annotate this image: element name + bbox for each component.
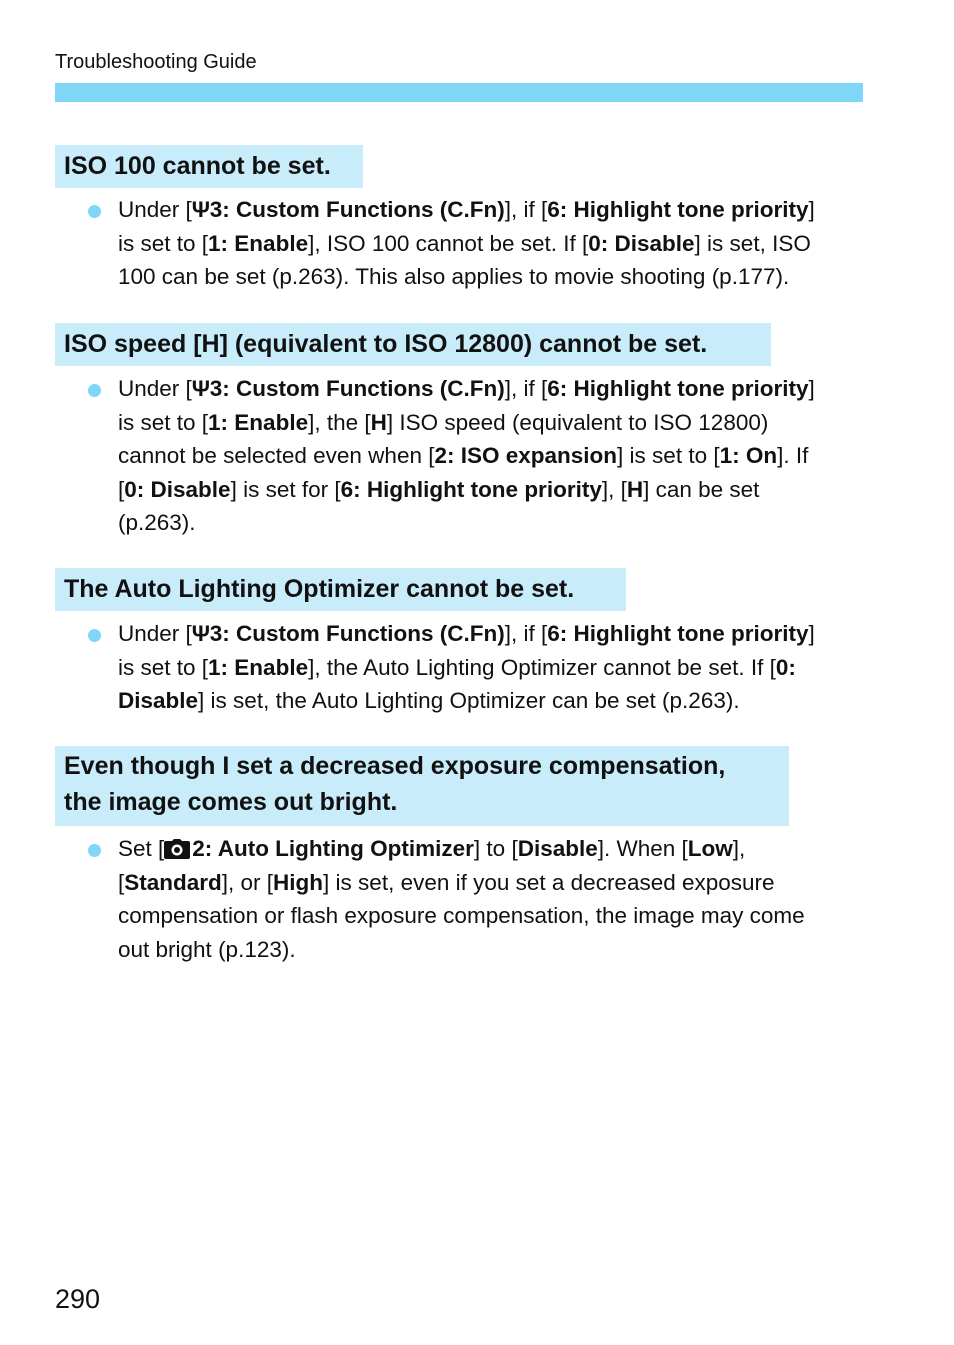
section-title-iso100: ISO 100 cannot be set. xyxy=(55,145,363,188)
bullet-icon xyxy=(88,844,101,857)
text-line: is set to [1: Enable], the Auto Lighting Optimizer cannot be set. If [0: xyxy=(118,654,796,680)
section-title-line: the image comes out bright. xyxy=(64,788,398,816)
text-line: [Standard], or [High] is set, even if you set a decreased exposure xyxy=(118,869,775,895)
header-rule xyxy=(55,83,863,102)
wrench-icon: Ψ xyxy=(191,621,211,646)
wrench-icon: Ψ xyxy=(191,197,211,222)
section-body-iso100 xyxy=(118,193,863,294)
text-line: compensation or flash exposure compensation, the image may come xyxy=(118,903,805,929)
text-line: cannot be selected even when [2: ISO expansion] is set to [1: On]. If xyxy=(118,443,809,469)
wrench-icon: Ψ xyxy=(191,376,211,401)
running-head: Troubleshooting Guide xyxy=(55,51,257,73)
camera-icon xyxy=(164,835,190,869)
section-title-iso-h: ISO speed [H] (equivalent to ISO 12800) cannot be set. xyxy=(55,323,771,366)
section-title-exposure-bright xyxy=(55,746,789,826)
text-line: (p.263). xyxy=(118,510,196,536)
text-line: Under [Ψ3: Custom Functions (C.Fn)], if [6: Highlight tone priority] xyxy=(118,617,863,651)
text-line: Under [Ψ3: Custom Functions (C.Fn)], if [6: Highlight tone priority] xyxy=(118,193,863,227)
section-body-auto-lighting xyxy=(118,617,863,718)
text-line: 100 can be set (p.263). This also applies to movie shooting (p.177). xyxy=(118,264,790,290)
bullet-icon xyxy=(88,205,101,218)
section-title-line: Even though I set a decreased exposure compensation, xyxy=(64,752,726,780)
text-line: Under [Ψ3: Custom Functions (C.Fn)], if [6: Highlight tone priority] xyxy=(118,372,863,406)
text-line: Set [ 2: Auto Lighting Optimizer] to [Disable]. When [Low], xyxy=(118,832,863,866)
text-line: out bright (p.123). xyxy=(118,936,296,962)
text-line: [0: Disable] is set for [6: Highlight tone priority], [H] can be set xyxy=(118,476,760,502)
section-title-auto-lighting: The Auto Lighting Optimizer cannot be set. xyxy=(55,568,626,611)
section-body-exposure-bright xyxy=(118,832,863,966)
text-line: Disable] is set, the Auto Lighting Optimizer can be set (p.263). xyxy=(118,688,740,714)
section-body-iso-h xyxy=(118,372,863,540)
bullet-icon xyxy=(88,629,101,642)
text-line: is set to [1: Enable], ISO 100 cannot be set. If [0: Disable] is set, ISO xyxy=(118,230,811,256)
text-line: is set to [1: Enable], the [H] ISO speed (equivalent to ISO 12800) xyxy=(118,409,769,435)
bullet-icon xyxy=(88,384,101,397)
page-number: 290 xyxy=(55,1284,101,1314)
